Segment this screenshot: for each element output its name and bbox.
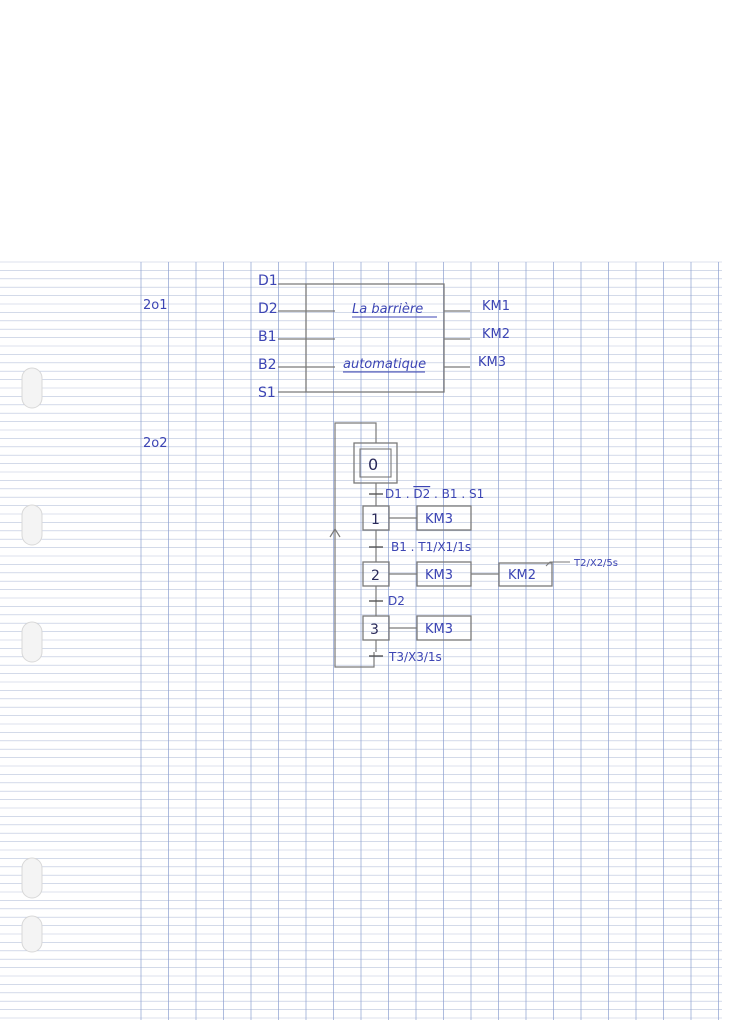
binder-hole bbox=[22, 916, 42, 952]
ruled-grid bbox=[0, 262, 722, 1020]
step-3-label: 3 bbox=[370, 622, 379, 638]
transition-0-1-label: D1 . D2 . B1 . S1 bbox=[385, 487, 485, 501]
action-note-marker bbox=[546, 562, 570, 566]
output-label: KM1 bbox=[482, 299, 511, 314]
transition-2-3-label: D2 bbox=[388, 594, 405, 608]
binder-hole bbox=[22, 505, 42, 545]
input-label: D2 bbox=[258, 301, 278, 317]
section-number-2: 2o2 bbox=[143, 436, 168, 451]
block-title-line-2: automatique bbox=[343, 357, 427, 372]
step-0-label: 0 bbox=[368, 455, 379, 474]
transition-1-2-label: B1 . T1/X1/1s bbox=[391, 540, 472, 554]
overlined-term: D2 bbox=[413, 487, 431, 501]
transition-3-0-label: T3/X3/1s bbox=[389, 650, 442, 664]
step-2-action-label: KM3 bbox=[425, 568, 454, 583]
step-2-action-label-2: KM2 bbox=[508, 568, 537, 583]
binder-hole bbox=[22, 858, 42, 898]
step-3-action-label: KM3 bbox=[425, 622, 454, 637]
step-2-label: 2 bbox=[371, 568, 380, 584]
input-label: B2 bbox=[258, 357, 277, 373]
function-block bbox=[258, 273, 510, 401]
output-label: KM3 bbox=[478, 355, 507, 370]
grafcet bbox=[330, 423, 618, 667]
step-2-action-note: T2/X2/5s bbox=[574, 558, 618, 569]
block-box bbox=[306, 284, 444, 392]
binder-holes bbox=[22, 368, 42, 952]
output-label: KM2 bbox=[482, 327, 511, 342]
section-number-1: 2o1 bbox=[143, 298, 168, 313]
binder-hole bbox=[22, 622, 42, 662]
step-1-label: 1 bbox=[371, 512, 380, 528]
input-label: D1 bbox=[258, 273, 278, 289]
input-label: B1 bbox=[258, 329, 277, 345]
input-label: S1 bbox=[258, 385, 276, 401]
step-1-action-label: KM3 bbox=[425, 512, 454, 527]
binder-hole bbox=[22, 368, 42, 408]
block-title-line-1: La barrière bbox=[352, 302, 424, 317]
